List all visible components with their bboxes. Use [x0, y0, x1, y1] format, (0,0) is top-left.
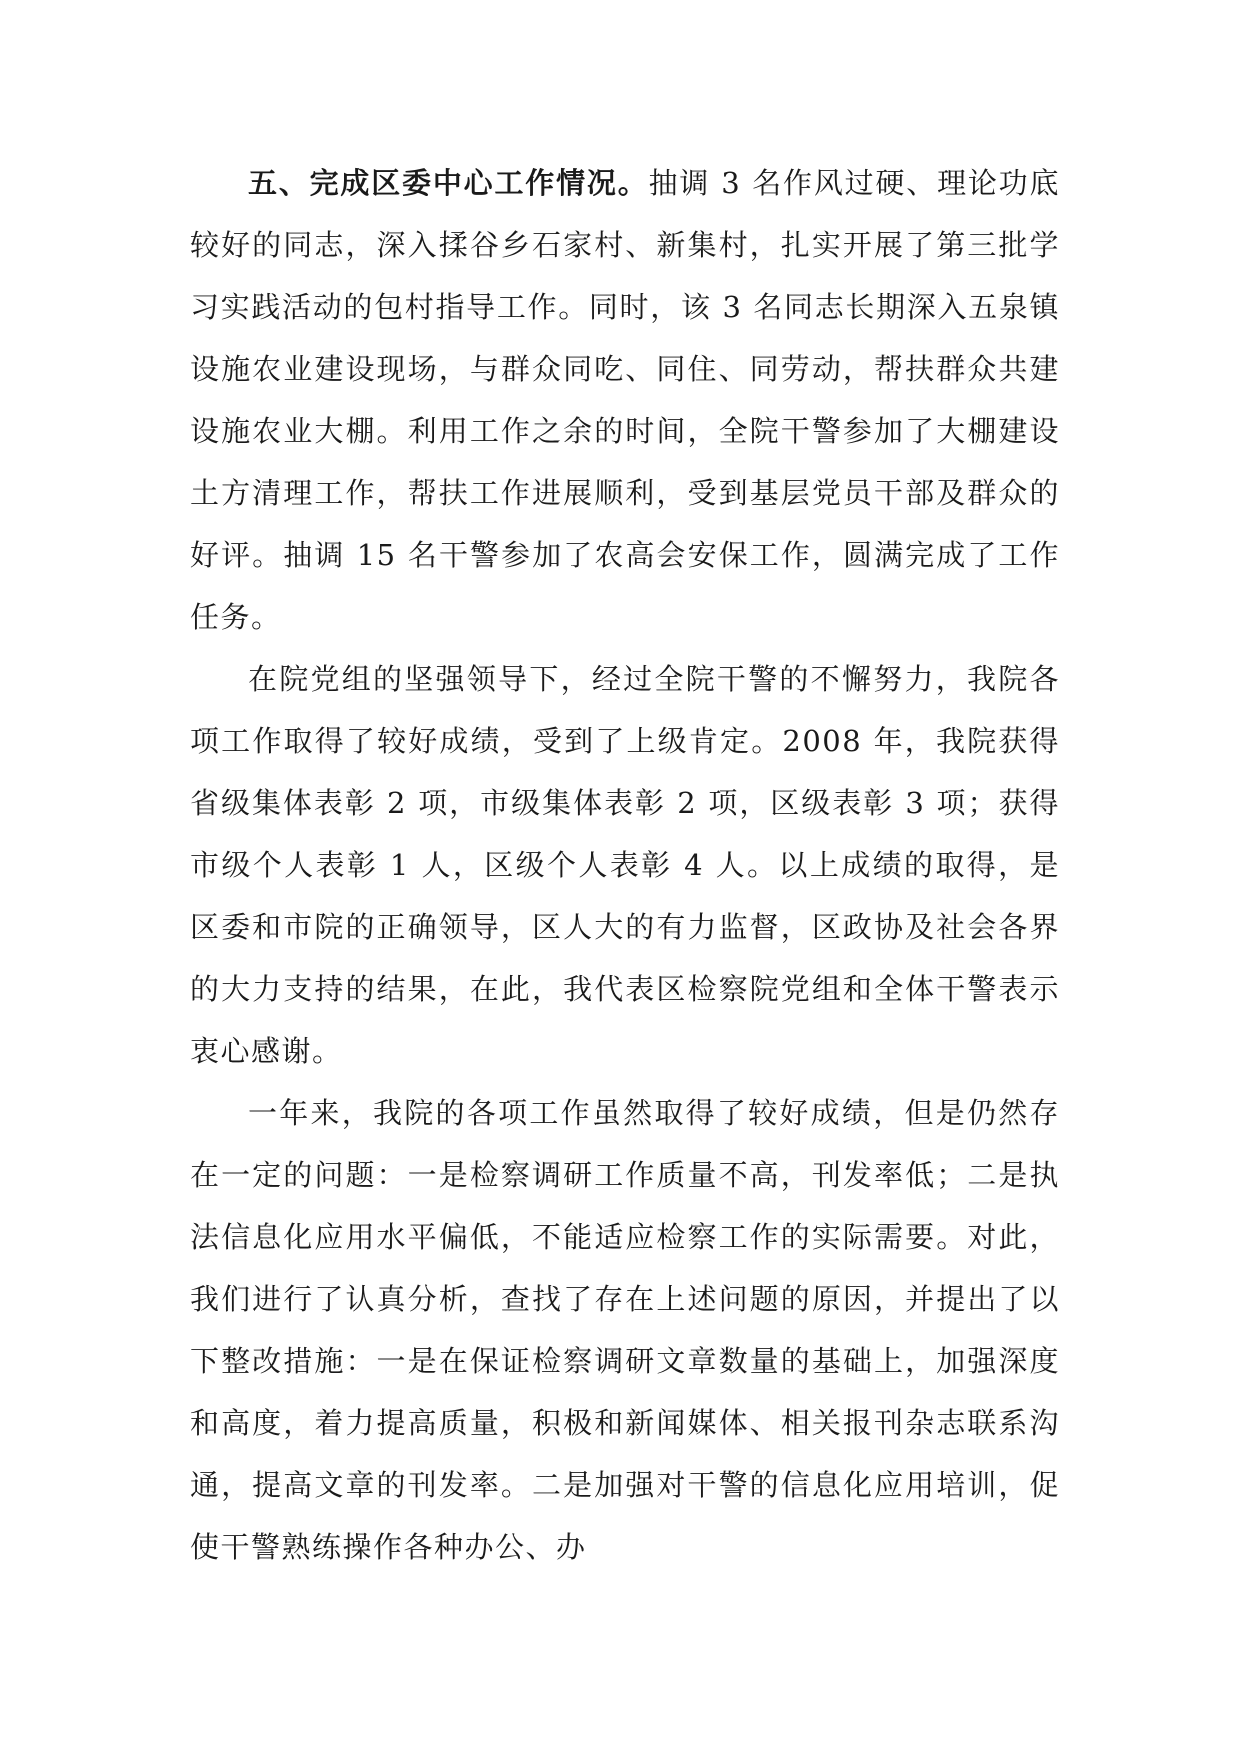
paragraph-problems	[190, 1082, 1060, 1578]
document-page	[190, 152, 1060, 1578]
paragraph-central-work	[190, 152, 1060, 648]
paragraph-text: 一年来，我院的各项工作虽然取得了较好成绩，但是仍然存在一定的问题：一是检察调研工作质量不高，刊发率低；二是执法信息化应用水平偏低，不能适应检察工作的实际需要。对此，我们进行了认真分析，查找了存在上述问题的原因，并提出了以下整改措施：一是在保证检察调研文章数量的基础上，加强深度和高度，着力提高质量，积极和新闻媒体、相关报刊杂志联系沟通，提高文章的刊发率。二是加强对干警的信息化应用培训，促使干警熟练操作各种办公、办	[190, 1096, 1060, 1564]
paragraph-text: 在院党组的坚强领导下，经过全院干警的不懈努力，我院各项工作取得了较好成绩，受到了上级肯定。2008 年，我院获得省级集体表彰 2 项，市级集体表彰 2 项，区级表彰 3 项；获得市级个人表彰 1 人，区级个人表彰 4 人。以上成绩的取得，是区委和市院的正确领导，区人大的有力监督，区政协及社会各界的大力支持的结果，在此，我代表区检察院党组和全体干警表示衷心感谢。	[190, 662, 1060, 1068]
paragraph-text: 抽调 3 名作风过硬、理论功底较好的同志，深入揉谷乡石家村、新集村，扎实开展了第三批学习实践活动的包村指导工作。同时，该 3 名同志长期深入五泉镇设施农业建设现场，与群众同吃、同住、同劳动，帮扶群众共建设施农业大棚。利用工作之余的时间，全院干警参加了大棚建设土方清理工作，帮扶工作进展顺利，受到基层党员干部及群众的好评。抽调 15 名干警参加了农高会安保工作，圆满完成了工作任务。	[190, 166, 1060, 634]
section-heading: 五、完成区委中心工作情况。	[248, 166, 649, 200]
paragraph-achievements	[190, 648, 1060, 1082]
